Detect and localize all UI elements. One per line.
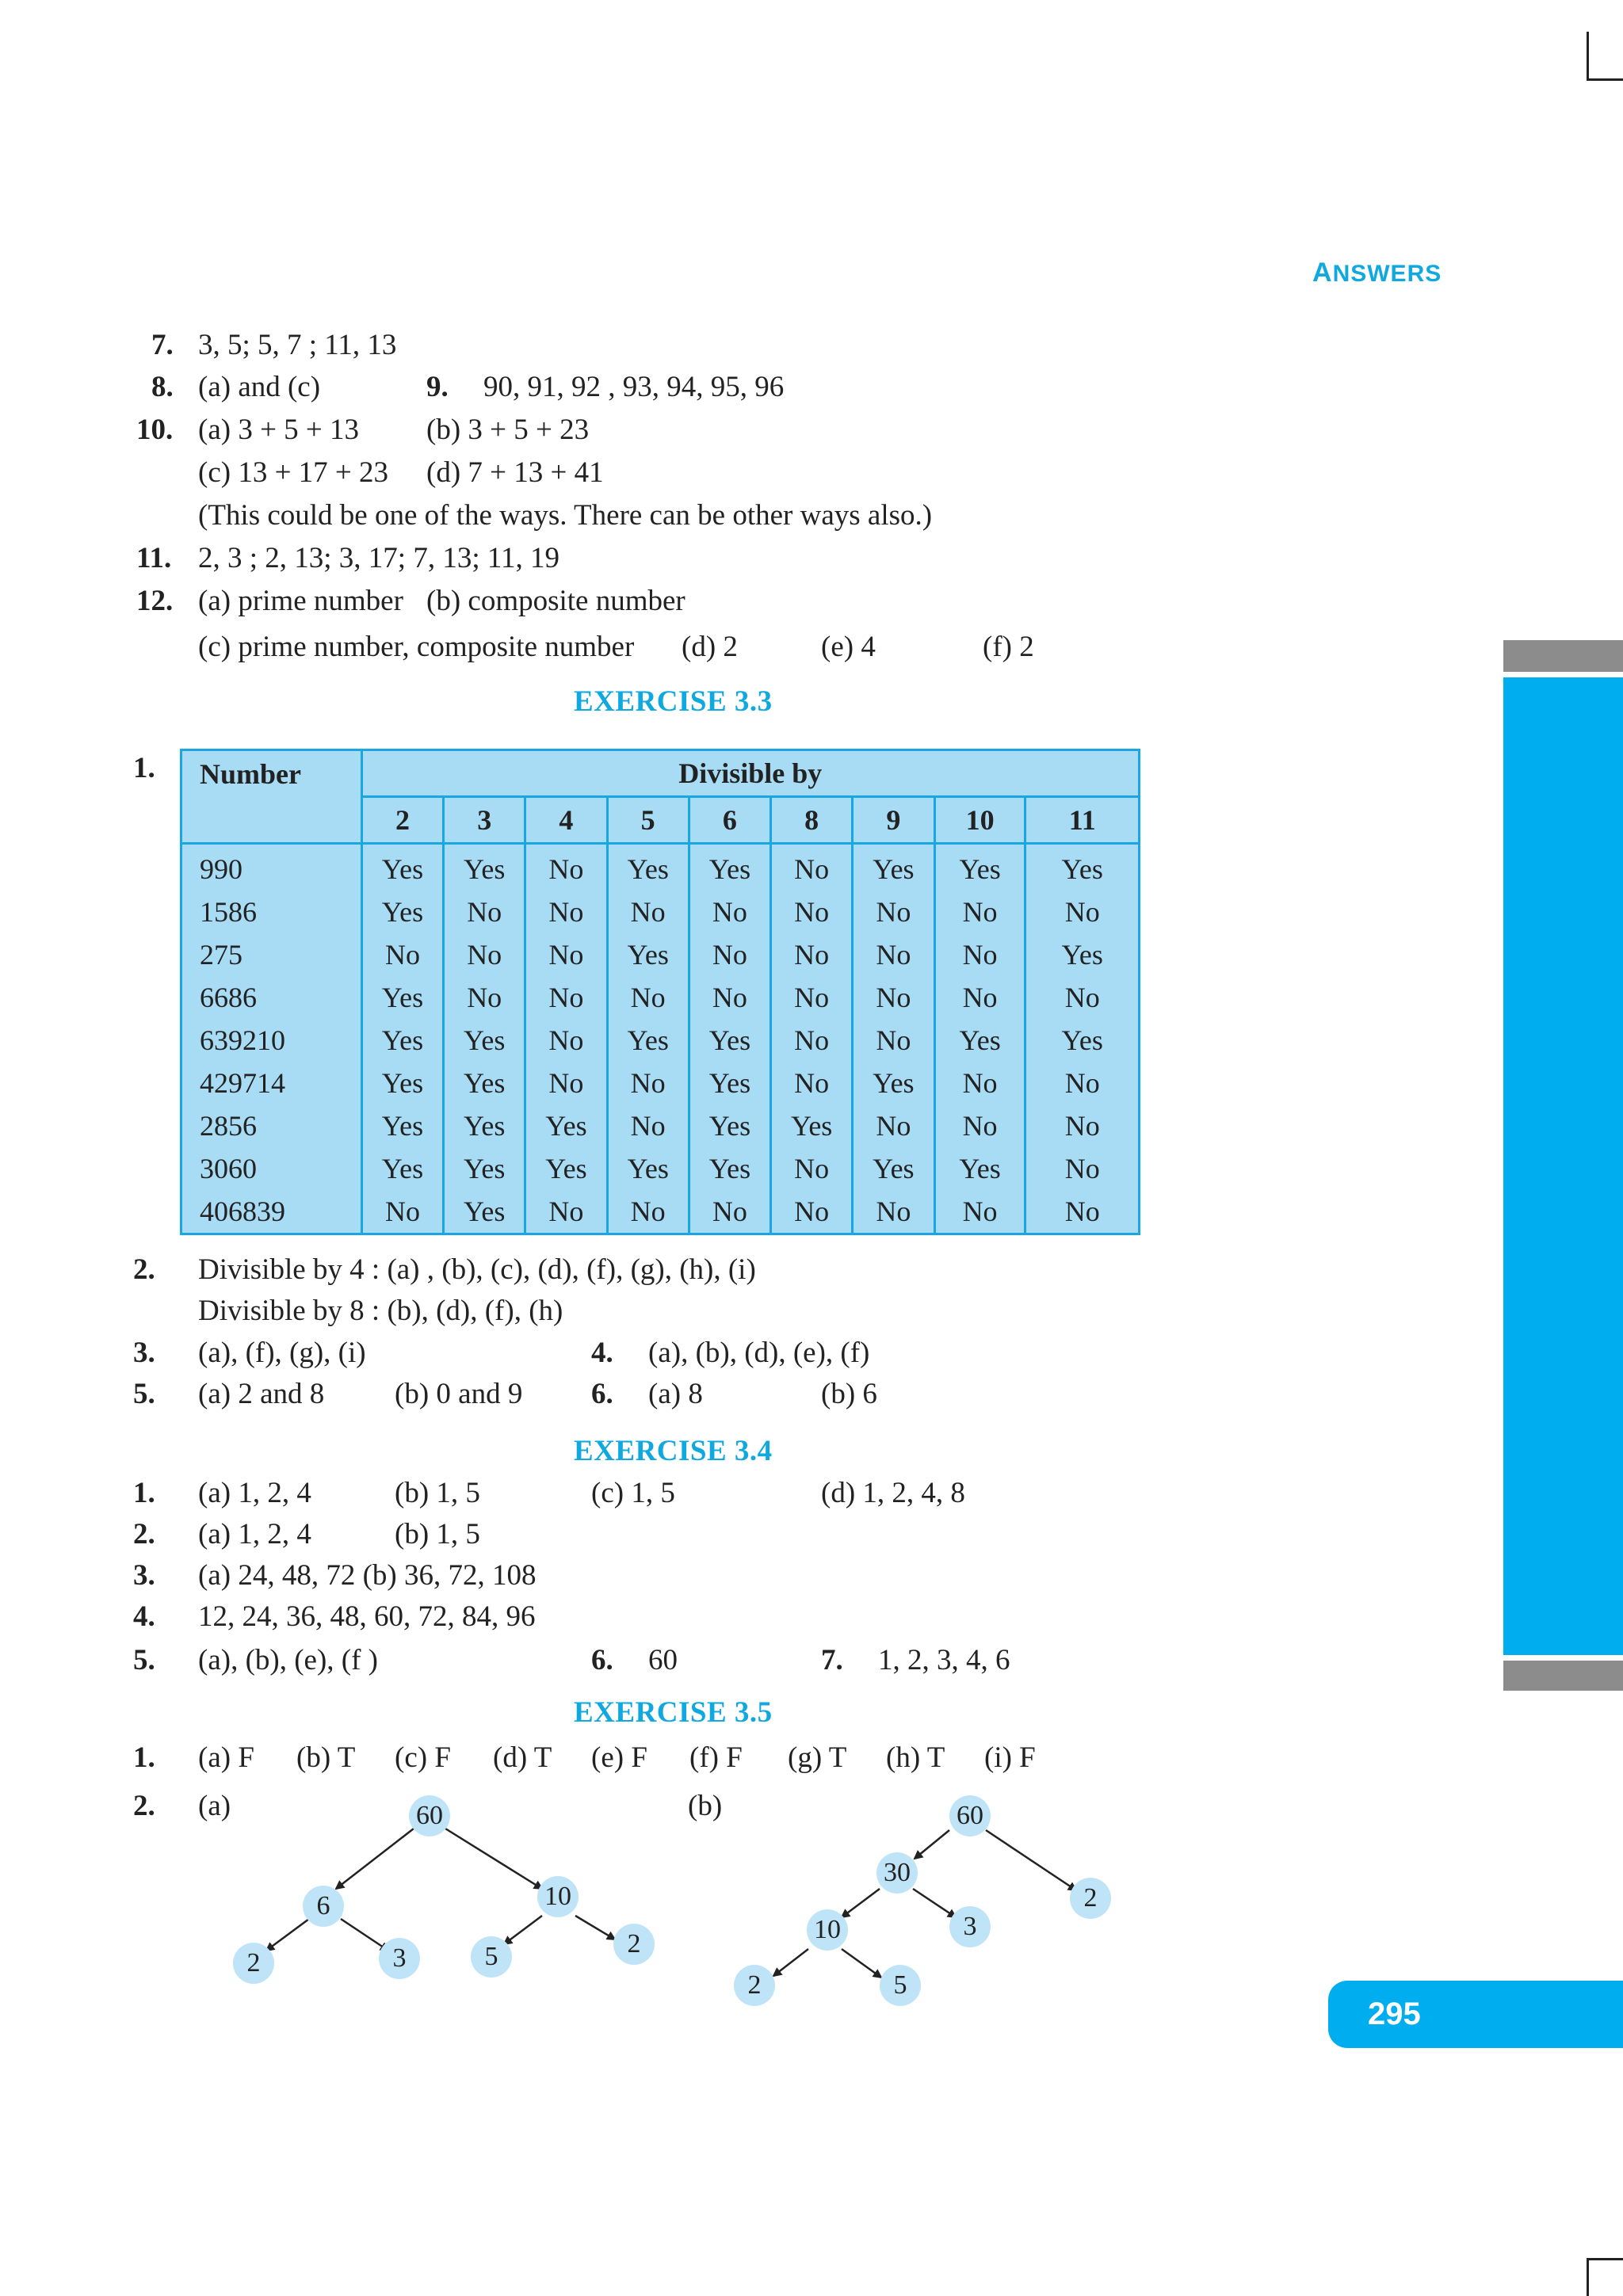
divisible-cell: Yes [444,1019,525,1062]
tree-a-node: 10 [537,1876,579,1917]
divisible-cell: No [771,933,853,976]
divisible-cell: No [771,1019,853,1062]
tree-a-edge-6-2 [266,1919,309,1951]
divisible-cell: No [525,933,608,976]
divisible-cell: No [607,1104,689,1147]
divisible-cell: No [934,976,1025,1019]
divisible-cell: No [525,1019,608,1062]
tree-b-node: 10 [807,1909,848,1951]
divisible-cell: No [689,1190,771,1234]
divisible-cell: Yes [1025,933,1140,976]
divisible-cell: Yes [525,1104,608,1147]
ex35-q1-f: (f) F [689,1741,743,1774]
divisible-cell: Yes [607,844,689,891]
divisible-cell: Yes [607,1019,689,1062]
divisible-cell: No [853,933,935,976]
divisible-cell: No [934,1104,1025,1147]
divisible-cell: Yes [689,1104,771,1147]
ex34-q2-b: (b) 1, 5 [395,1518,480,1550]
ex34-q7-number: 7. [821,1644,843,1676]
tree-a-node: 2 [233,1943,274,1984]
ex34-q6-number: 6. [591,1644,613,1676]
tree-a-node: 60 [409,1795,450,1836]
divisible-cell: Yes [853,1062,935,1104]
divisible-cell: Yes [444,1190,525,1234]
divisible-cell: No [853,1190,935,1234]
ex35-q1-g: (g) T [788,1741,847,1774]
ex35-q1-c: (c) F [395,1741,451,1774]
divisor-header: 2 [361,797,444,844]
q12-a: (a) prime number [198,585,403,617]
exercise-3-3-heading: EXERCISE 3.3 [574,685,773,718]
q10-c: (c) 13 + 17 + 23 [198,456,389,489]
divisible-cell: No [853,976,935,1019]
divisible-cell: No [607,1062,689,1104]
divisible-cell: No [444,891,525,933]
tree-a-edge-60-10 [445,1829,542,1889]
tree-a-edge-10-2 [575,1916,615,1939]
tree-b-edge-60-2 [986,1830,1076,1890]
ex33-q5-b: (b) 0 and 9 [395,1378,523,1410]
tree-b-node: 2 [734,1965,775,2006]
divisible-cell: Yes [1025,844,1140,891]
q8-number: 8. [151,371,174,403]
divisible-cell: No [689,933,771,976]
q12-c: (c) prime number, composite number [198,631,635,663]
divisible-cell: No [525,1062,608,1104]
ex35-q1-b: (b) T [296,1741,356,1774]
ex34-q7-answer: 1, 2, 3, 4, 6 [878,1644,1010,1676]
ex34-q2-a: (a) 1, 2, 4 [198,1518,311,1550]
ex34-q5-answer: (a), (b), (e), (f ) [198,1644,378,1676]
divisible-cell: Yes [361,976,444,1019]
number-cell: 6686 [181,976,362,1019]
number-cell: 275 [181,933,362,976]
divisible-cell: No [607,1190,689,1234]
q7-answer: 3, 5; 5, 7 ; 11, 13 [198,329,397,361]
ex34-q4-number: 4. [133,1600,155,1633]
q10-b: (b) 3 + 5 + 23 [426,414,590,446]
divisible-cell: No [525,844,608,891]
ex33-q6-a: (a) 8 [648,1378,703,1410]
divisor-header: 3 [444,797,525,844]
ex33-q2-line2: Divisible by 8 : (b), (d), (f), (h) [198,1295,563,1327]
tree-b-node: 2 [1070,1878,1111,1919]
ex35-q2-number: 2. [133,1790,155,1822]
ex34-q1-b: (b) 1, 5 [395,1477,480,1509]
divisible-cell: No [771,976,853,1019]
number-cell: 639210 [181,1019,362,1062]
exercise-3-4-heading: EXERCISE 3.4 [574,1435,773,1467]
header-number: Number [181,750,362,844]
divisible-cell: Yes [934,1147,1025,1190]
ex33-q4-answer: (a), (b), (d), (e), (f) [648,1337,870,1369]
tree-b-node: 60 [949,1795,991,1836]
number-cell: 1586 [181,891,362,933]
divisible-cell: Yes [689,1019,771,1062]
tree-b-node: 30 [876,1852,918,1894]
tree-b-edge-30-10 [842,1889,880,1917]
divisible-cell: Yes [444,1147,525,1190]
ex33-q6-b: (b) 6 [821,1378,877,1410]
ex34-q1-d: (d) 1, 2, 4, 8 [821,1477,965,1509]
divisible-cell: Yes [853,1147,935,1190]
ex34-q1-number: 1. [133,1477,155,1509]
q10-a: (a) 3 + 5 + 13 [198,414,360,446]
divisor-header: 4 [525,797,608,844]
divisible-cell: No [771,844,853,891]
tree-a-node: 6 [303,1886,344,1927]
divisible-cell: Yes [689,1062,771,1104]
q12-e: (e) 4 [821,631,876,663]
ex33-q2-line1: Divisible by 4 : (a) , (b), (c), (d), (f), (g), (h), (i) [198,1253,756,1286]
divisible-cell: No [771,1190,853,1234]
q9-number: 9. [426,371,449,403]
ex34-q3-answer: (a) 24, 48, 72 (b) 36, 72, 108 [198,1559,537,1592]
q10-number: 10. [136,414,174,446]
number-cell: 406839 [181,1190,362,1234]
divisible-cell: No [853,891,935,933]
ex34-q2-number: 2. [133,1518,155,1550]
divisible-cell: No [1025,891,1140,933]
tree-b-node: 5 [880,1965,921,2006]
divisible-cell: No [361,1190,444,1234]
divisible-cell: No [771,1147,853,1190]
tree-a-node: 5 [471,1936,512,1978]
ex35-q2-a-label: (a) [198,1790,231,1822]
q11-answer: 2, 3 ; 2, 13; 3, 17; 7, 13; 11, 19 [198,542,559,574]
ex35-q1-d: (d) T [493,1741,552,1774]
divisible-cell: No [1025,976,1140,1019]
divisible-cell: Yes [934,1019,1025,1062]
ex34-q4-answer: 12, 24, 36, 48, 60, 72, 84, 96 [198,1600,536,1633]
divisible-cell: No [525,891,608,933]
divisible-cell: Yes [771,1104,853,1147]
divisible-cell: Yes [853,844,935,891]
ex34-q6-answer: 60 [648,1644,678,1676]
ex35-q1-i: (i) F [984,1741,1036,1774]
divisible-cell: No [771,1062,853,1104]
divisible-cell: No [607,976,689,1019]
number-cell: 429714 [181,1062,362,1104]
ex33-q1-number: 1. [133,752,155,784]
q9-answer: 90, 91, 92 , 93, 94, 95, 96 [483,371,785,403]
tree-b-node: 3 [949,1906,991,1947]
divisible-cell: No [934,1190,1025,1234]
ex33-q3-number: 3. [133,1337,155,1369]
divisible-cell: No [1025,1104,1140,1147]
divisor-header: 6 [689,797,771,844]
divisible-cell: Yes [934,844,1025,891]
q12-number: 12. [136,585,174,617]
ex34-q1-c: (c) 1, 5 [591,1477,675,1509]
exercise-3-5-heading: EXERCISE 3.5 [574,1696,773,1729]
tree-b-edge-10-2 [773,1949,808,1976]
divisible-cell: No [444,933,525,976]
divisible-cell: No [1025,1190,1140,1234]
divisible-cell: Yes [361,1019,444,1062]
divisible-cell: No [934,1062,1025,1104]
divisible-cell: Yes [361,1062,444,1104]
divisible-cell: Yes [444,844,525,891]
ex34-q3-number: 3. [133,1559,155,1592]
divisible-cell: No [1025,1147,1140,1190]
q12-b: (b) composite number [426,585,685,617]
ex33-q4-number: 4. [591,1337,613,1369]
ex33-q2-number: 2. [133,1253,155,1286]
tree-a-edge-6-3 [341,1919,388,1951]
divisible-cell: No [607,891,689,933]
divisor-header: 9 [853,797,935,844]
divisible-cell: No [934,891,1025,933]
q10-note: (This could be one of the ways. There can be other ways also.) [198,499,933,532]
divisible-cell: Yes [1025,1019,1140,1062]
divisible-cell: No [525,976,608,1019]
page-number: 295 [1328,1981,1623,2048]
tree-a-node: 2 [613,1924,655,1965]
divisor-header: 8 [771,797,853,844]
tree-a-node: 3 [379,1938,420,1979]
divisible-cell: No [689,976,771,1019]
tree-b-edge-10-5 [842,1949,881,1978]
divisible-cell: Yes [361,1104,444,1147]
tree-a-edge-10-5 [504,1916,542,1944]
divisible-cell: Yes [361,891,444,933]
divisible-cell: Yes [361,844,444,891]
divisible-cell: Yes [689,1147,771,1190]
q12-f: (f) 2 [983,631,1034,663]
ex34-q1-a: (a) 1, 2, 4 [198,1477,311,1509]
divisible-cell: Yes [607,1147,689,1190]
header-divisible-by: Divisible by [361,750,1139,797]
ex33-q5-a: (a) 2 and 8 [198,1378,325,1410]
ex35-q2-b-label: (b) [688,1790,723,1822]
divisible-cell: No [689,891,771,933]
ex34-q5-number: 5. [133,1644,155,1676]
divisible-cell: No [934,933,1025,976]
tree-b-edge-60-30 [915,1830,949,1859]
tree-a-edge-60-6 [336,1829,414,1889]
q10-d: (d) 7 + 13 + 41 [426,456,604,489]
divisible-cell: Yes [607,933,689,976]
divisible-cell: Yes [525,1147,608,1190]
ex35-q1-a: (a) F [198,1741,254,1774]
ex35-q1-number: 1. [133,1741,155,1774]
divisible-cell: No [1025,1062,1140,1104]
ex33-q5-number: 5. [133,1378,155,1410]
divisor-header: 11 [1025,797,1140,844]
divisible-cell: No [361,933,444,976]
q8-answer: (a) and (c) [198,371,321,403]
divisor-header: 5 [607,797,689,844]
ex33-q3-answer: (a), (f), (g), (i) [198,1337,366,1369]
divisible-cell: Yes [444,1062,525,1104]
q7-number: 7. [151,329,174,361]
divisible-cell: No [853,1104,935,1147]
running-header: ANSWERS [1312,257,1442,288]
divisible-cell: No [853,1019,935,1062]
divisible-cell: No [771,891,853,933]
number-cell: 990 [181,844,362,891]
q12-d: (d) 2 [682,631,738,663]
divisible-cell: Yes [361,1147,444,1190]
ex35-q1-e: (e) F [591,1741,647,1774]
divisible-cell: No [525,1190,608,1234]
divisible-cell: Yes [689,844,771,891]
divisible-cell: No [444,976,525,1019]
q11-number: 11. [136,542,172,574]
divisor-header: 10 [934,797,1025,844]
divisible-cell: Yes [444,1104,525,1147]
ex33-q6-number: 6. [591,1378,613,1410]
ex35-q1-h: (h) T [886,1741,945,1774]
number-cell: 3060 [181,1147,362,1190]
number-cell: 2856 [181,1104,362,1147]
tree-b-edge-30-3 [913,1889,956,1917]
